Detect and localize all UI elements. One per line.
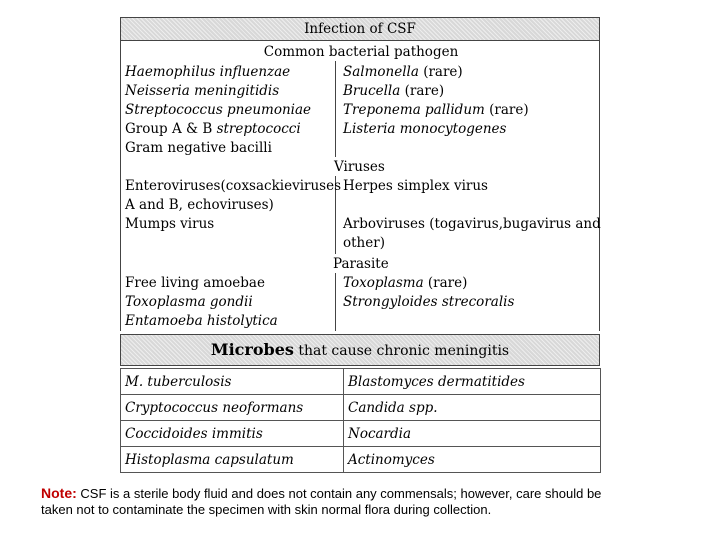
bacteria-right-item: Salmonella (rare) xyxy=(343,64,463,80)
chronic-meningitis-title xyxy=(120,334,600,366)
footnote xyxy=(41,485,681,518)
table-cell: Blastomyces dermatitides xyxy=(344,369,601,395)
table-row xyxy=(121,395,601,421)
bacteria-right-item: Listeria monocytogenes xyxy=(343,121,507,137)
bacteria-left-item: Gram negative bacilli xyxy=(125,140,272,156)
column-divider xyxy=(335,61,336,331)
parasite-right-item: Toxoplasma (rare) xyxy=(343,275,468,291)
parasite-right-item: Strongyloides strecoralis xyxy=(343,294,515,310)
viruses-left-item: A and B, echoviruses) xyxy=(125,197,274,213)
table-cell: M. tuberculosis xyxy=(121,369,344,395)
viruses-right-item: Herpes simplex virus xyxy=(343,178,488,194)
table-cell: Histoplasma capsulatum xyxy=(121,447,344,473)
table-cell: Candida spp. xyxy=(344,395,601,421)
bacteria-left-item: Streptococcus pneumoniae xyxy=(125,102,312,118)
chronic-meningitis-table xyxy=(120,368,601,473)
viruses-header: Viruses xyxy=(334,159,385,175)
bacteria-header: Common bacterial pathogen xyxy=(263,44,459,60)
note-line2: taken not to contaminate the specimen with skin normal flora during collection. xyxy=(41,502,492,517)
title-rest: that cause chronic meningitis xyxy=(293,343,510,359)
table-cell: Cryptococcus neoformans xyxy=(121,395,344,421)
note-label: Note: xyxy=(41,485,77,501)
viruses-left-item: Enteroviruses(coxsackieviruses xyxy=(125,178,342,194)
parasite-left-item: Free living amoebae xyxy=(125,275,265,291)
table-cell: Actinomyces xyxy=(344,447,601,473)
table-cell: Coccidoides immitis xyxy=(121,421,344,447)
parasite-header: Parasite xyxy=(333,256,389,272)
parasite-left-item: Entamoeba histolytica xyxy=(125,313,278,329)
viruses-right-item: Arboviruses (togavirus,bugavirus and xyxy=(343,216,601,232)
bacteria-right-item: Brucella (rare) xyxy=(343,83,445,99)
title-bold: Microbes xyxy=(210,340,294,359)
bacteria-left-item: Neisseria meningitidis xyxy=(125,83,280,99)
table-row xyxy=(121,421,601,447)
bacteria-left-item: Group A & B streptococci xyxy=(125,121,301,137)
viruses-right-item: other) xyxy=(343,235,385,251)
table-row xyxy=(121,447,601,473)
csf-table-title: Infection of CSF xyxy=(121,18,599,41)
bacteria-right-item: Treponema pallidum (rare) xyxy=(343,102,529,118)
bacteria-left-item: Haemophilus influenzae xyxy=(125,64,291,80)
viruses-left-item: Mumps virus xyxy=(125,216,215,232)
note-line1: CSF is a sterile body fluid and does not contain any commensals; however, care should be xyxy=(76,486,602,501)
table-row xyxy=(121,369,601,395)
parasite-left-item: Toxoplasma gondii xyxy=(125,294,253,310)
table-cell: Nocardia xyxy=(344,421,601,447)
csf-infection-table xyxy=(120,17,600,331)
